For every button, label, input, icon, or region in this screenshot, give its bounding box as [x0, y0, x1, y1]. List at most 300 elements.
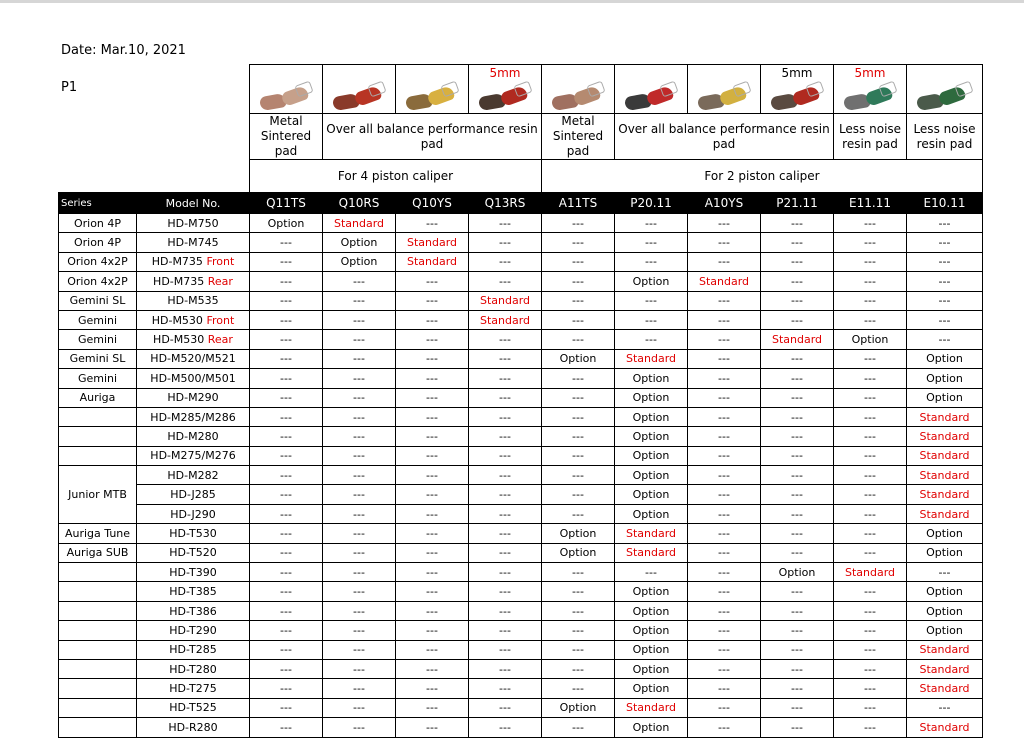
document-date: Date: Mar.10, 2021 [61, 43, 186, 58]
compatibility-cell: Option [615, 407, 688, 426]
table-row [59, 310, 983, 329]
compatibility-cell: --- [615, 310, 688, 329]
compatibility-cell: --- [688, 369, 761, 388]
compatibility-cell: --- [834, 601, 907, 620]
compatibility-cell: --- [834, 349, 907, 368]
compatibility-cell: --- [834, 504, 907, 523]
model-cell [137, 369, 250, 388]
compatibility-cell: --- [250, 252, 323, 271]
compatibility-cell: --- [250, 621, 323, 640]
spring-clip-icon [513, 81, 532, 98]
compatibility-cell: --- [250, 233, 323, 252]
compatibility-cell: --- [396, 640, 469, 659]
compatibility-cell: --- [615, 291, 688, 310]
caliper-group: For 2 piston caliper [542, 160, 983, 193]
compatibility-cell: --- [323, 504, 396, 523]
compatibility-cell: --- [323, 272, 396, 291]
compatibility-cell: --- [688, 718, 761, 737]
compatibility-cell: --- [396, 563, 469, 582]
compatibility-cell: --- [323, 369, 396, 388]
compatibility-cell: --- [761, 291, 834, 310]
table-row [59, 272, 983, 291]
compatibility-cell: --- [761, 640, 834, 659]
table-row [59, 252, 983, 271]
compatibility-cell: --- [250, 601, 323, 620]
model-cell [137, 640, 250, 659]
model-number: HD-M500/M501 [150, 371, 236, 385]
pad-description: Over all balance performance resin pad [615, 114, 834, 160]
compatibility-cell: --- [834, 582, 907, 601]
compatibility-cell: --- [834, 679, 907, 698]
compatibility-cell: Option [834, 330, 907, 349]
model-cell [137, 621, 250, 640]
spring-clip-icon [878, 81, 897, 98]
compatibility-cell: --- [250, 466, 323, 485]
compatibility-cell: --- [542, 388, 615, 407]
product-code-header: E11.11 [834, 193, 907, 214]
series-cell: Gemini [59, 330, 137, 349]
pad-description: Metal Sintered pad [542, 114, 615, 160]
compatibility-cell: --- [688, 466, 761, 485]
compatibility-cell: --- [396, 407, 469, 426]
table-row [59, 369, 983, 388]
product-code-header: P20.11 [615, 193, 688, 214]
compatibility-cell: --- [761, 214, 834, 233]
compatibility-cell: --- [761, 427, 834, 446]
brake-pad-picture [548, 83, 608, 109]
compatibility-cell: --- [469, 621, 542, 640]
compatibility-cell: --- [469, 233, 542, 252]
compatibility-cell: Standard [907, 466, 983, 485]
product-code-header: Q10RS [323, 193, 396, 214]
product-code-header: P21.11 [761, 193, 834, 214]
compatibility-cell: Option [542, 524, 615, 543]
compatibility-cell: --- [542, 233, 615, 252]
series-cell [59, 679, 137, 698]
compatibility-cell: --- [761, 679, 834, 698]
table-row [59, 524, 983, 543]
compatibility-cell: --- [688, 252, 761, 271]
compatibility-cell: --- [396, 388, 469, 407]
compatibility-cell: --- [323, 330, 396, 349]
model-number: HD-M750 [167, 216, 219, 230]
model-cell [137, 310, 250, 329]
compatibility-cell: Option [907, 369, 983, 388]
compatibility-cell: Standard [615, 349, 688, 368]
model-number: HD-T520 [169, 546, 217, 560]
compatibility-cell: --- [542, 291, 615, 310]
table-row [59, 679, 983, 698]
series-cell: Auriga Tune [59, 524, 137, 543]
model-number: HD-M535 [167, 294, 219, 308]
model-cell [137, 582, 250, 601]
compatibility-cell: --- [761, 582, 834, 601]
compatibility-cell: --- [323, 563, 396, 582]
compatibility-cell: --- [834, 427, 907, 446]
compatibility-cell: --- [396, 330, 469, 349]
model-number: HD-J290 [170, 507, 216, 521]
compatibility-cell: --- [323, 601, 396, 620]
compatibility-cell: --- [469, 601, 542, 620]
series-cell [59, 563, 137, 582]
model-cell [137, 601, 250, 620]
compatibility-cell: --- [542, 640, 615, 659]
compatibility-cell: --- [323, 659, 396, 678]
brake-pad-picture [840, 83, 900, 109]
compatibility-cell: --- [469, 504, 542, 523]
compatibility-cell: --- [323, 349, 396, 368]
compatibility-cell: --- [615, 330, 688, 349]
compatibility-cell: --- [761, 388, 834, 407]
compatibility-cell: Standard [396, 233, 469, 252]
compatibility-cell: --- [250, 698, 323, 717]
compatibility-cell: Option [761, 563, 834, 582]
compatibility-cell: --- [396, 427, 469, 446]
compatibility-cell: --- [542, 659, 615, 678]
compatibility-cell: Standard [761, 330, 834, 349]
table-row [59, 407, 983, 426]
compatibility-cell: Standard [907, 718, 983, 737]
caliper-type-row [59, 160, 983, 193]
model-header: Model No. [137, 193, 250, 214]
compatibility-cell: Option [907, 388, 983, 407]
compatibility-cell: --- [542, 563, 615, 582]
compatibility-cell: Option [615, 659, 688, 678]
series-cell: Auriga [59, 388, 137, 407]
model-cell [137, 407, 250, 426]
compatibility-cell: --- [396, 272, 469, 291]
compatibility-cell: Standard [907, 504, 983, 523]
compatibility-cell: --- [688, 291, 761, 310]
model-cell [137, 427, 250, 446]
table-row [59, 291, 983, 310]
compatibility-cell: Option [907, 524, 983, 543]
compatibility-cell: --- [396, 698, 469, 717]
series-cell: Junior MTB [59, 485, 137, 504]
top-border [0, 0, 1024, 3]
compatibility-cell: --- [761, 543, 834, 562]
series-cell [59, 504, 137, 523]
model-number: HD-M275/M276 [150, 449, 236, 463]
compatibility-cell: --- [323, 718, 396, 737]
table-row [59, 446, 983, 465]
compatibility-cell: Option [907, 621, 983, 640]
table-row [59, 601, 983, 620]
compatibility-cell: --- [688, 679, 761, 698]
series-cell: Orion 4P [59, 233, 137, 252]
compatibility-cell: --- [250, 679, 323, 698]
compatibility-cell: --- [834, 407, 907, 426]
compatibility-cell: --- [250, 330, 323, 349]
series-cell [59, 407, 137, 426]
series-cell [59, 718, 137, 737]
compatibility-cell: --- [250, 563, 323, 582]
model-number: HD-M282 [167, 468, 219, 482]
brake-pad-picture [256, 83, 316, 109]
compatibility-cell: Option [907, 601, 983, 620]
compatibility-cell: Standard [907, 640, 983, 659]
table-row [59, 543, 983, 562]
compatibility-cell: --- [469, 582, 542, 601]
compatibility-cell: --- [834, 640, 907, 659]
compatibility-cell: --- [323, 310, 396, 329]
model-number: HD-R280 [168, 720, 218, 734]
thickness-label: 5mm [489, 66, 521, 80]
compatibility-cell: Option [615, 621, 688, 640]
model-cell [137, 485, 250, 504]
compatibility-cell: --- [323, 698, 396, 717]
compatibility-cell: --- [250, 582, 323, 601]
compatibility-cell: --- [834, 310, 907, 329]
compatibility-cell: Option [615, 369, 688, 388]
compatibility-cell: --- [834, 291, 907, 310]
series-cell [59, 640, 137, 659]
model-number: HD-T386 [169, 604, 217, 618]
series-cell [59, 621, 137, 640]
compatibility-cell: Standard [469, 310, 542, 329]
compatibility-cell: --- [761, 369, 834, 388]
pad-description: Less noise resin pad [907, 114, 983, 160]
compatibility-cell: --- [469, 446, 542, 465]
compatibility-cell: --- [688, 601, 761, 620]
compatibility-cell: --- [250, 640, 323, 659]
compatibility-cell: Standard [907, 679, 983, 698]
compatibility-cell: --- [469, 214, 542, 233]
compatibility-cell: --- [688, 524, 761, 543]
series-cell: Gemini [59, 369, 137, 388]
table-row [59, 718, 983, 737]
model-cell [137, 252, 250, 271]
pad-description: Less noise resin pad [834, 114, 907, 160]
compatibility-cell: Option [615, 718, 688, 737]
product-image-cell [688, 65, 761, 114]
model-cell [137, 272, 250, 291]
compatibility-cell: --- [834, 233, 907, 252]
brake-pad-picture [402, 83, 462, 109]
product-code-header: Q13RS [469, 193, 542, 214]
compatibility-cell: --- [469, 640, 542, 659]
model-cell [137, 349, 250, 368]
compatibility-cell: --- [250, 485, 323, 504]
compatibility-cell: --- [761, 446, 834, 465]
compatibility-cell: --- [761, 233, 834, 252]
compatibility-cell: --- [688, 582, 761, 601]
compatibility-cell: --- [688, 659, 761, 678]
model-cell [137, 466, 250, 485]
pad-description: Over all balance performance resin pad [323, 114, 542, 160]
model-number: HD-M520/M521 [150, 352, 236, 366]
compatibility-cell: --- [542, 427, 615, 446]
compatibility-cell: Standard [907, 427, 983, 446]
compatibility-cell: --- [834, 369, 907, 388]
compatibility-cell: --- [834, 388, 907, 407]
series-cell [59, 698, 137, 717]
spring-clip-icon [954, 81, 973, 98]
compatibility-cell: --- [761, 718, 834, 737]
compatibility-cell: --- [688, 621, 761, 640]
compatibility-cell: --- [250, 446, 323, 465]
table-row [59, 330, 983, 349]
compatibility-cell: --- [250, 543, 323, 562]
model-number: HD-J285 [170, 488, 216, 502]
model-cell [137, 718, 250, 737]
compatibility-cell: Option [250, 214, 323, 233]
brake-pad-picture [694, 83, 754, 109]
product-image-cell [469, 65, 542, 114]
compatibility-cell: --- [615, 252, 688, 271]
compatibility-cell: Standard [615, 543, 688, 562]
blank-corner [59, 65, 250, 114]
compatibility-cell: --- [542, 718, 615, 737]
compatibility-cell: Standard [688, 272, 761, 291]
compatibility-cell: --- [615, 233, 688, 252]
compatibility-cell: --- [250, 524, 323, 543]
compatibility-cell: --- [323, 485, 396, 504]
compatibility-cell: Option [615, 485, 688, 504]
compatibility-cell: Standard [323, 214, 396, 233]
table-row [59, 388, 983, 407]
compatibility-cell: --- [323, 640, 396, 659]
model-number: HD-M280 [167, 429, 219, 443]
compatibility-cell: --- [250, 659, 323, 678]
compatibility-cell: Option [323, 233, 396, 252]
compatibility-cell: --- [907, 330, 983, 349]
compatibility-cell: --- [250, 291, 323, 310]
spring-clip-icon [805, 81, 824, 98]
spring-clip-icon [732, 81, 751, 98]
model-number: HD-T390 [169, 565, 217, 579]
compatibility-cell: Option [615, 640, 688, 659]
model-number: HD-M285/M286 [150, 410, 236, 424]
product-image-cell [250, 65, 323, 114]
compatibility-cell: --- [761, 252, 834, 271]
model-cell [137, 504, 250, 523]
compatibility-cell: --- [396, 621, 469, 640]
compatibility-cell: --- [396, 349, 469, 368]
compatibility-cell: Option [542, 349, 615, 368]
table-row [59, 640, 983, 659]
compatibility-cell: --- [834, 698, 907, 717]
compatibility-cell: --- [323, 446, 396, 465]
compatibility-cell: --- [834, 485, 907, 504]
model-cell [137, 698, 250, 717]
compatibility-cell: --- [250, 349, 323, 368]
compatibility-cell: --- [396, 543, 469, 562]
compatibility-cell: --- [396, 446, 469, 465]
compatibility-cell: --- [907, 310, 983, 329]
table-row [59, 504, 983, 523]
compatibility-cell: --- [688, 214, 761, 233]
compatibility-cell: --- [542, 679, 615, 698]
compatibility-cell: --- [469, 407, 542, 426]
compatibility-cell: Option [323, 252, 396, 271]
model-number: HD-T525 [169, 701, 217, 715]
series-cell: Gemini SL [59, 349, 137, 368]
product-code-header: Q11TS [250, 193, 323, 214]
compatibility-cell: --- [396, 718, 469, 737]
compatibility-cell: --- [542, 504, 615, 523]
compatibility-cell: --- [907, 698, 983, 717]
thickness-label: 5mm [781, 66, 813, 80]
compatibility-cell: --- [396, 310, 469, 329]
brake-pad-compatibility-table [58, 64, 983, 738]
compatibility-cell: --- [688, 427, 761, 446]
compatibility-cell: --- [469, 485, 542, 504]
model-number: HD-M530 [153, 333, 205, 347]
compatibility-cell: --- [250, 310, 323, 329]
series-cell [59, 446, 137, 465]
compatibility-cell: --- [688, 349, 761, 368]
model-cell [137, 233, 250, 252]
compatibility-cell: Option [615, 504, 688, 523]
compatibility-cell: --- [688, 543, 761, 562]
compatibility-cell: --- [323, 291, 396, 310]
model-cell [137, 524, 250, 543]
compatibility-cell: Standard [615, 698, 688, 717]
compatibility-cell: --- [323, 427, 396, 446]
series-cell: Orion 4x2P [59, 272, 137, 291]
compatibility-cell: --- [396, 659, 469, 678]
compatibility-cell: Option [615, 466, 688, 485]
compatibility-cell: --- [907, 563, 983, 582]
compatibility-cell: Standard [469, 291, 542, 310]
compatibility-cell: --- [469, 369, 542, 388]
compatibility-cell: --- [396, 504, 469, 523]
compatibility-cell: --- [250, 388, 323, 407]
compatibility-cell: --- [542, 310, 615, 329]
compatibility-cell: --- [469, 388, 542, 407]
compatibility-cell: Option [615, 601, 688, 620]
brake-pad-picture [913, 83, 976, 109]
compatibility-cell: --- [834, 466, 907, 485]
compatibility-cell: Option [615, 388, 688, 407]
brake-pad-picture [329, 83, 389, 109]
product-code-header: Q10YS [396, 193, 469, 214]
compatibility-cell: --- [761, 310, 834, 329]
pad-description: Metal Sintered pad [250, 114, 323, 160]
model-number: HD-T280 [169, 662, 217, 676]
compatibility-cell: --- [542, 407, 615, 426]
compatibility-cell: --- [542, 272, 615, 291]
compatibility-cell: --- [323, 582, 396, 601]
compatibility-cell: --- [250, 369, 323, 388]
product-image-row [59, 65, 983, 114]
model-number: HD-T290 [169, 623, 217, 637]
model-cell [137, 543, 250, 562]
compatibility-cell: --- [907, 291, 983, 310]
product-image-cell [542, 65, 615, 114]
compatibility-cell: --- [907, 233, 983, 252]
compatibility-cell: --- [396, 601, 469, 620]
product-image-cell [615, 65, 688, 114]
table-row [59, 233, 983, 252]
compatibility-cell: --- [761, 504, 834, 523]
compatibility-cell: --- [469, 349, 542, 368]
series-cell: Auriga SUB [59, 543, 137, 562]
compatibility-cell: --- [542, 252, 615, 271]
product-image-cell [323, 65, 396, 114]
spring-clip-icon [367, 81, 386, 98]
compatibility-cell: --- [396, 582, 469, 601]
compatibility-cell: Option [615, 272, 688, 291]
compatibility-cell: --- [688, 698, 761, 717]
compatibility-cell: --- [542, 446, 615, 465]
compatibility-cell: --- [250, 272, 323, 291]
product-image-cell [761, 65, 834, 114]
product-image-cell [834, 65, 907, 114]
compatibility-cell: --- [469, 679, 542, 698]
table-row [59, 582, 983, 601]
